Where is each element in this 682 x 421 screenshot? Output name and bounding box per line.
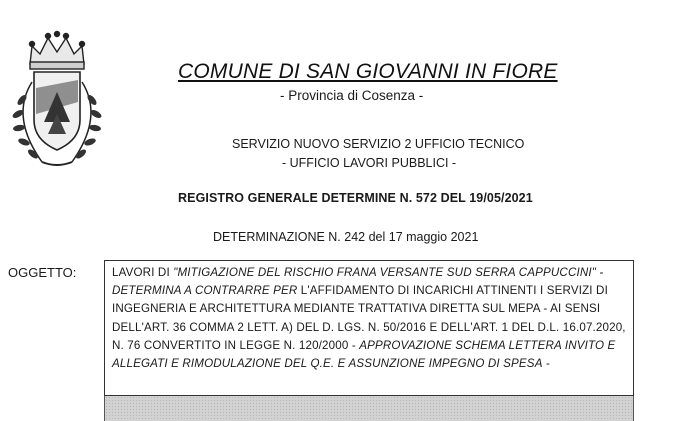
service-name: SERVIZIO NUOVO SERVIZIO 2 UFFICIO TECNICO — [232, 137, 525, 151]
subject-part-italic: "MITIGAZIONE DEL RISCHIO FRANA VERSANTE SUD SERRA CAPPUCCINI" - DETERMINA A CONTRARRE PER — [112, 266, 604, 298]
subject-label: OGGETTO: — [8, 265, 77, 280]
subject-part: - — [542, 357, 550, 371]
municipality-title: COMUNE DI SAN GIOVANNI IN FIORE — [178, 60, 558, 83]
determination-number: DETERMINAZIONE N. 242 del 17 maggio 2021 — [213, 230, 479, 244]
municipal-coat-of-arms — [2, 22, 112, 172]
registry-number: REGISTRO GENERALE DETERMINE N. 572 DEL 19/05/2021 — [178, 191, 533, 205]
office-name: - UFFICIO LAVORI PUBBLICI - — [282, 156, 457, 170]
subject-part: LAVORI DI — [112, 266, 174, 279]
shaded-bar — [104, 396, 634, 421]
subject-part: L'AFFIDAMENTO DI INCARICHI ATTINENTI I SERVIZI DI INGEGNERIA E ARCHITETTURA MEDIANTE TRATTATIVA DIRETTA SUL MEPA - AI SENSI DELL'ART. 36 COMMA 2 LETT. A) DEL D. LGS. N. 50/2016 E DELL'ART. 1 DEL D.L. 16.07.2020, N. 76 CONVERTITO IN LEGGE N. 120/2000 - — [112, 284, 626, 352]
subject-part-italic: APPROVAZIONE SCHEMA LETTERA INVITO E ALLEGATI E RIMODULAZIONE DEL Q.E. E ASSUNZIONE IMPEGNO DI SPESA — [112, 338, 616, 371]
subject-text — [112, 264, 636, 373]
crown-icon — [30, 32, 85, 70]
province-subtitle: - Provincia di Cosenza - — [280, 88, 424, 103]
